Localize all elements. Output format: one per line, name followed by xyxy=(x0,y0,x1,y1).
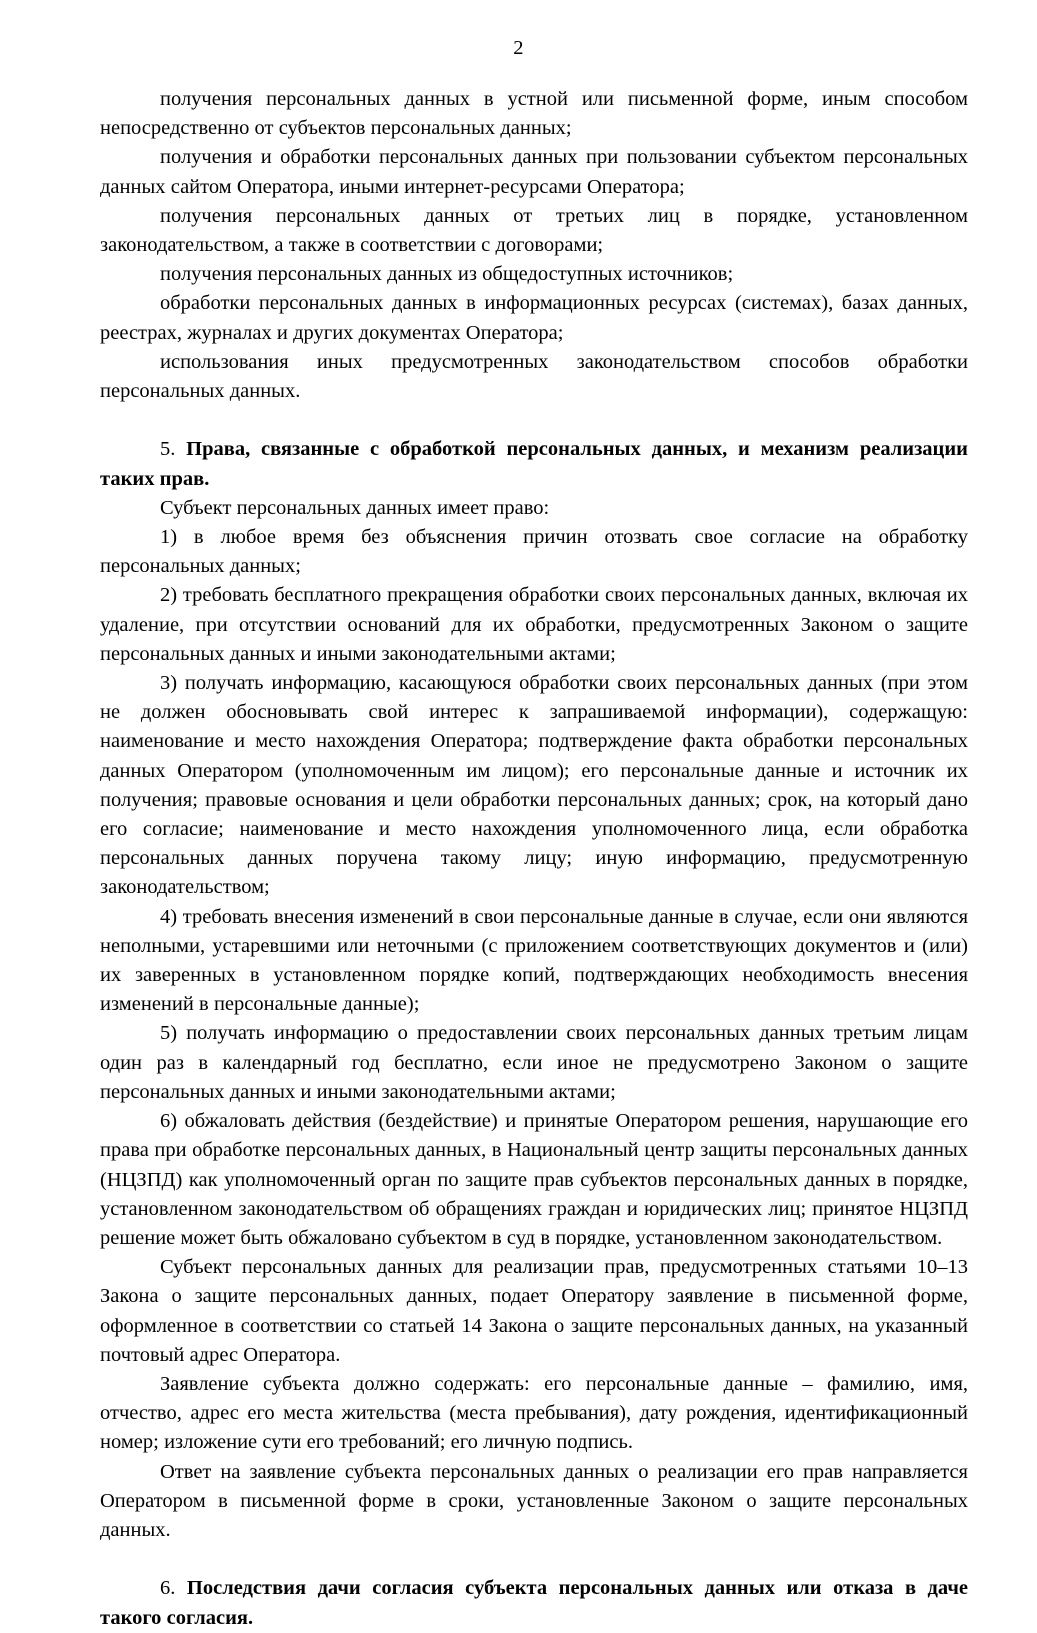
body-paragraph: обработки персональных данных в информационных ресурсах (системах), базах данных, реестрах, журналах и других документах Оператора; xyxy=(100,292,968,344)
body-paragraph: Субъект персональных данных для реализации прав, предусмотренных статьями 10–13 Закона о защите персональных данных, подает Оператору заявление в письменной форме, оформленное в соответствии со статьей 14 Закона о защите персональных данных, на указанный почтовый адрес Оператора. xyxy=(100,1256,968,1366)
body-paragraph: Субъект персональных данных имеет право: xyxy=(160,496,550,519)
body-paragraph: Заявление субъекта должно содержать: его персональные данные – фамилию, имя, отчество, адрес его места жительства (места пребывания), дату рождения, идентификационный номер; изложение сути его требований; его личную подпись. xyxy=(100,1372,968,1454)
body-paragraph: получения и обработки персональных данных при пользовании субъектом персональных данных сайтом Оператора, иными интернет-ресурсами Оператора; xyxy=(100,146,968,198)
section-title: Права, связанные с обработкой персональных данных, и механизм реализации таких прав. xyxy=(100,438,968,490)
section-heading xyxy=(100,435,968,493)
body-paragraph: получения персональных данных из общедоступных источников; xyxy=(160,263,734,286)
body-paragraph: получения персональных данных в устной или письменной форме, иным способом непосредственно от субъектов персональных данных; xyxy=(100,88,968,140)
section-heading xyxy=(100,1574,968,1632)
body-paragraph: 6) обжаловать действия (бездействие) и принятые Оператором решения, нарушающие его права при обработке персональных данных, в Национальный центр защиты персональных данных (НЦЗПД) как уполномоченный орган по защите прав субъектов персональных данных в порядке, установленном законодательством об обращениях граждан и юридических лиц; принятое НЦЗПД решение может быть обжаловано субъектом в суд в порядке, установленном законодательством. xyxy=(100,1110,968,1249)
body-paragraph: Ответ на заявление субъекта персональных данных о реализации его прав направляется Оператором в письменной форме в сроки, установленные Законом о защите персональных данных. xyxy=(100,1460,968,1541)
body-paragraph: 3) получать информацию, касающуюся обработки своих персональных данных (при этом не должен обосновывать свой интерес к запрашиваемой информации), содержащую: наименование и место нахождения Оператора; подтверждение факта обработки персональных данных Оператором (уполномоченным им лицом); его персональные данные и источник их получения; правовые основания и цели обработки персональных данных; срок, на который дано его согласие; наименование и место нахождения уполномоченного лица, если обработка персональных данных поручена такому лицу; иную информацию, предусмотренную законодательством; xyxy=(100,672,968,899)
section-title: Последствия дачи согласия субъекта персональных данных или отказа в даче такого согласия. xyxy=(100,1577,968,1629)
body-paragraph: 2) требовать бесплатного прекращения обработки своих персональных данных, включая их удаление, при отсутствии оснований для их обработки, предусмотренных Законом о защите персональных данных и иными законодательными актами; xyxy=(100,584,968,665)
body-paragraph: использования иных предусмотренных законодательством способов обработки персональных данных. xyxy=(100,350,968,403)
body-paragraph: 4) требовать внесения изменений в свои персональные данные в случае, если они являются неполными, устаревшими или неточными (с приложением соответствующих документов и (или) их заверенных в установленном порядке копий, подтверждающих необходимость внесения изменений в персональные данные); xyxy=(100,905,968,1016)
page-number: 2 xyxy=(513,37,524,59)
document-body xyxy=(100,85,968,1633)
body-paragraph: 1) в любое время без объяснения причин отозвать свое согласие на обработку персональных данных; xyxy=(100,526,968,578)
section-number: 5. xyxy=(160,438,176,461)
section-number: 6. xyxy=(160,1577,176,1600)
body-paragraph: получения персональных данных от третьих лиц в порядке, установленном законодательством, а также в соответствии с договорами; xyxy=(100,204,968,257)
body-paragraph: 5) получать информацию о предоставлении своих персональных данных третьим лицам один раз в календарный год бесплатно, если иное не предусмотрено Законом о защите персональных данных и иными законодательными актами; xyxy=(100,1022,968,1103)
